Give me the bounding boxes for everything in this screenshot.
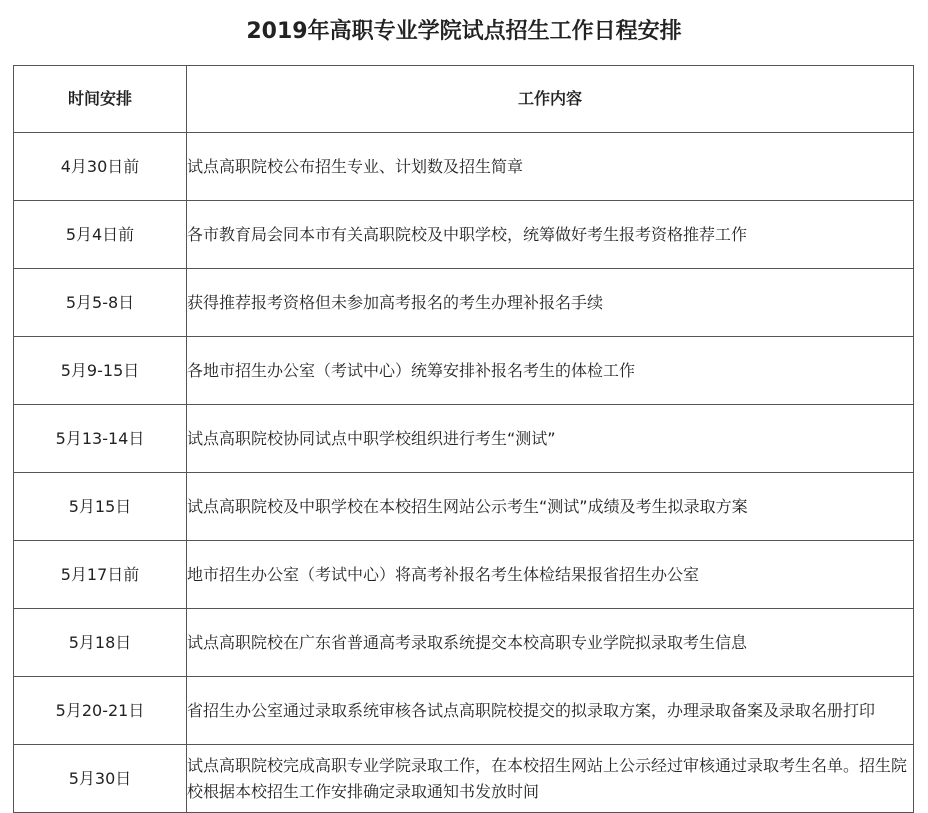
row-task: 各地市招生办公室（考试中心）统筹安排补报名考生的体检工作 xyxy=(187,337,914,405)
table-header-row xyxy=(14,66,914,133)
header-task: 工作内容 xyxy=(187,66,914,133)
row-task: 试点高职院校及中职学校在本校招生网站公示考生“测试”成绩及考生拟录取方案 xyxy=(187,473,914,541)
schedule-table xyxy=(13,65,914,813)
row-time: 5月20-21日 xyxy=(14,677,187,745)
table-row xyxy=(14,745,914,813)
row-time: 5月13-14日 xyxy=(14,405,187,473)
row-task: 获得推荐报考资格但未参加高考报名的考生办理补报名手续 xyxy=(187,269,914,337)
header-time: 时间安排 xyxy=(14,66,187,133)
table-row xyxy=(14,677,914,745)
row-time: 5月9-15日 xyxy=(14,337,187,405)
table-row xyxy=(14,201,914,269)
row-time: 4月30日前 xyxy=(14,133,187,201)
row-time: 5月18日 xyxy=(14,609,187,677)
table-row xyxy=(14,473,914,541)
table-row xyxy=(14,133,914,201)
table-row xyxy=(14,269,914,337)
table-row xyxy=(14,337,914,405)
table-row xyxy=(14,541,914,609)
row-task: 地市招生办公室（考试中心）将高考补报名考生体检结果报省招生办公室 xyxy=(187,541,914,609)
row-time: 5月4日前 xyxy=(14,201,187,269)
table-row xyxy=(14,405,914,473)
row-time: 5月30日 xyxy=(14,745,187,813)
row-task: 试点高职院校完成高职专业学院录取工作，在本校招生网站上公示经过审核通过录取考生名单。招生院校根据本校招生工作安排确定录取通知书发放时间 xyxy=(187,745,914,813)
row-time: 5月15日 xyxy=(14,473,187,541)
row-task: 各市教育局会同本市有关高职院校及中职学校，统筹做好考生报考资格推荐工作 xyxy=(187,201,914,269)
page-title: 2019年高职专业学院试点招生工作日程安排 xyxy=(246,19,682,44)
row-task: 试点高职院校公布招生专业、计划数及招生简章 xyxy=(187,133,914,201)
row-task: 省招生办公室通过录取系统审核各试点高职院校提交的拟录取方案，办理录取备案及录取名册打印 xyxy=(187,677,914,745)
row-time: 5月17日前 xyxy=(14,541,187,609)
row-time: 5月5-8日 xyxy=(14,269,187,337)
row-task: 试点高职院校协同试点中职学校组织进行考生“测试” xyxy=(187,405,914,473)
row-task: 试点高职院校在广东省普通高考录取系统提交本校高职专业学院拟录取考生信息 xyxy=(187,609,914,677)
table-row xyxy=(14,609,914,677)
